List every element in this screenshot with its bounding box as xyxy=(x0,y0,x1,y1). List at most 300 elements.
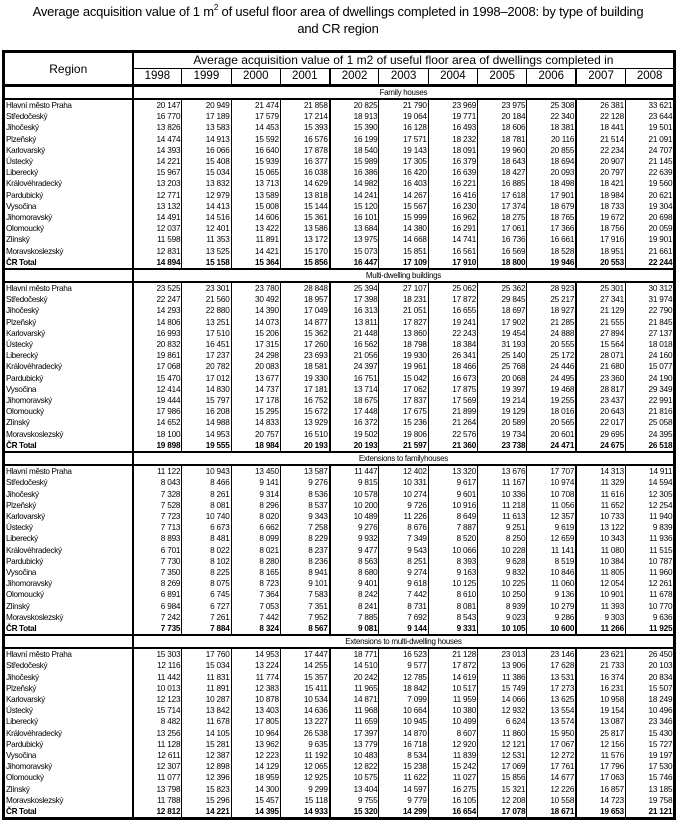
table-row xyxy=(4,660,675,671)
value-cell: 23 346 xyxy=(625,716,674,727)
value-cell: 14 913 xyxy=(182,134,231,145)
value-cell: 8 043 xyxy=(133,477,182,488)
value-cell: 9 276 xyxy=(330,522,379,533)
value-cell: 17 049 xyxy=(280,305,329,316)
section-header-row xyxy=(4,269,675,282)
value-cell: 18 951 xyxy=(576,246,625,257)
value-cell: 15 321 xyxy=(478,784,527,795)
value-cell: 18 694 xyxy=(527,156,576,167)
table-row xyxy=(4,795,675,806)
value-cell: 19 501 xyxy=(625,122,674,133)
value-cell: 16 199 xyxy=(330,134,379,145)
value-cell: 8 466 xyxy=(182,477,231,488)
region-name: Liberecký xyxy=(4,533,133,544)
value-cell: 10 964 xyxy=(231,728,280,739)
value-cell: 17 530 xyxy=(625,761,674,772)
value-cell: 17 707 xyxy=(527,465,576,477)
value-cell: 14 629 xyxy=(280,178,329,189)
value-cell: 8 225 xyxy=(182,567,231,578)
value-cell: 10 499 xyxy=(428,716,477,727)
value-cell: 15 393 xyxy=(280,122,329,133)
value-cell: 11 218 xyxy=(478,500,527,511)
value-cell: 15 170 xyxy=(280,246,329,257)
value-cell: 10 901 xyxy=(576,589,625,600)
region-name: Středočeský xyxy=(4,660,133,671)
value-cell: 16 221 xyxy=(428,178,477,189)
value-cell: 14 293 xyxy=(133,305,182,316)
table-row xyxy=(4,772,675,783)
value-cell: 12 123 xyxy=(133,694,182,705)
region-name: Moravskoslezský xyxy=(4,246,133,257)
value-cell: 19 444 xyxy=(133,395,182,406)
value-cell: 16 752 xyxy=(280,395,329,406)
value-cell: 17 062 xyxy=(379,384,428,395)
value-cell: 10 279 xyxy=(527,601,576,612)
value-cell: 17 189 xyxy=(182,111,231,122)
value-cell: 12 531 xyxy=(478,750,527,761)
value-cell: 11 598 xyxy=(133,234,182,245)
region-name: Pardubický xyxy=(4,190,133,201)
value-cell: 25 768 xyxy=(478,361,527,372)
value-cell: 11 060 xyxy=(527,578,576,589)
value-cell: 9 755 xyxy=(330,795,379,806)
value-cell: 19 930 xyxy=(379,350,428,361)
value-cell: 30 492 xyxy=(231,294,280,305)
value-cell: 12 223 xyxy=(231,750,280,761)
value-cell: 9 136 xyxy=(527,589,576,600)
region-name: Jihočeský xyxy=(4,489,133,500)
value-cell: 15 967 xyxy=(133,167,182,178)
value-cell: 13 625 xyxy=(527,694,576,705)
value-cell: 17 398 xyxy=(330,294,379,305)
value-cell: 13 798 xyxy=(133,784,182,795)
value-cell: 16 403 xyxy=(379,178,428,189)
value-cell: 25 817 xyxy=(576,728,625,739)
value-cell: 18 798 xyxy=(379,339,428,350)
value-cell: 7 583 xyxy=(280,589,329,600)
value-cell: 10 274 xyxy=(379,489,428,500)
value-cell: 12 785 xyxy=(379,672,428,683)
value-cell: 8 237 xyxy=(280,545,329,556)
value-cell: 21 514 xyxy=(576,134,625,145)
value-cell: 14 870 xyxy=(379,728,428,739)
value-cell: 20 147 xyxy=(133,99,182,111)
value-cell: 10 943 xyxy=(182,465,231,477)
title-line-1: Average acquisition value of 1 $m^2$ of useful floor area of dwellings completed in 1998–2008: by type of building xyxy=(32,3,644,19)
year-header: 2007 xyxy=(576,69,625,86)
value-cell: 17 366 xyxy=(527,223,576,234)
value-cell: 15 357 xyxy=(280,672,329,683)
value-cell: 17 181 xyxy=(280,384,329,395)
value-cell: 10 664 xyxy=(379,705,428,716)
value-cell: 16 451 xyxy=(182,339,231,350)
value-cell: 10 250 xyxy=(478,589,527,600)
region-name: Plzeňský xyxy=(4,317,133,328)
value-cell: 21 661 xyxy=(625,246,674,257)
value-cell: 11 080 xyxy=(576,545,625,556)
value-cell: 18 016 xyxy=(527,406,576,417)
table-row xyxy=(4,234,675,245)
region-name: Karlovarský xyxy=(4,694,133,705)
value-cell: 8 534 xyxy=(379,750,428,761)
value-cell: 9 726 xyxy=(379,500,428,511)
table-row xyxy=(4,201,675,212)
value-cell: 24 707 xyxy=(625,145,674,156)
value-cell: 8 607 xyxy=(428,728,477,739)
value-cell: 21 051 xyxy=(379,305,428,316)
value-cell: 15 856 xyxy=(280,257,329,269)
value-cell: 19 502 xyxy=(330,429,379,440)
value-cell: 18 913 xyxy=(330,111,379,122)
value-cell: 16 038 xyxy=(280,167,329,178)
value-cell: 9 274 xyxy=(379,567,428,578)
value-cell: 9 343 xyxy=(280,511,329,522)
value-cell: 17 214 xyxy=(280,111,329,122)
value-cell: 7 887 xyxy=(428,522,477,533)
value-cell: 9 815 xyxy=(330,477,379,488)
value-cell: 23 621 xyxy=(576,648,625,660)
value-cell: 19 468 xyxy=(527,384,576,395)
value-cell: 13 087 xyxy=(576,716,625,727)
value-cell: 9 401 xyxy=(330,578,379,589)
value-cell: 6 624 xyxy=(478,716,527,727)
value-cell: 16 101 xyxy=(330,212,379,223)
value-cell: 8 296 xyxy=(231,500,280,511)
value-cell: 12 979 xyxy=(182,190,231,201)
section-header-row xyxy=(4,452,675,465)
year-header: 2000 xyxy=(231,69,280,86)
value-cell: 22 234 xyxy=(576,145,625,156)
value-cell: 21 790 xyxy=(379,99,428,111)
value-cell: 14 723 xyxy=(576,795,625,806)
section-header-spacer xyxy=(4,635,133,648)
value-cell: 20 184 xyxy=(478,111,527,122)
table-row xyxy=(4,601,675,612)
value-cell: 8 543 xyxy=(428,612,477,623)
year-header: 2003 xyxy=(379,69,428,86)
value-cell: 20 103 xyxy=(625,660,674,671)
year-header: 1999 xyxy=(182,69,231,86)
value-cell: 17 305 xyxy=(379,156,428,167)
value-cell: 11 678 xyxy=(625,589,674,600)
value-cell: 13 589 xyxy=(231,190,280,201)
value-cell: 17 902 xyxy=(478,317,527,328)
value-cell: 11 968 xyxy=(330,705,379,716)
value-cell: 8 649 xyxy=(428,511,477,522)
value-cell: 31 193 xyxy=(478,339,527,350)
value-cell: 8 102 xyxy=(182,556,231,567)
value-cell: 17 237 xyxy=(182,350,231,361)
value-cell: 9 251 xyxy=(478,522,527,533)
table-row xyxy=(4,672,675,683)
table-row xyxy=(4,761,675,772)
value-cell: 28 817 xyxy=(576,384,625,395)
region-name: Karlovarský xyxy=(4,145,133,156)
value-cell: 19 961 xyxy=(379,361,428,372)
value-cell: 17 796 xyxy=(576,761,625,772)
value-cell: 10 733 xyxy=(576,511,625,522)
section-label: Extensions to familyhouses xyxy=(133,452,675,465)
year-header: 2008 xyxy=(625,69,674,86)
value-cell: 8 236 xyxy=(280,556,329,567)
table-row xyxy=(4,705,675,716)
value-cell: 20 059 xyxy=(625,223,674,234)
value-cell: 14 953 xyxy=(182,429,231,440)
value-cell: 16 561 xyxy=(428,246,477,257)
value-cell: 23 969 xyxy=(428,99,477,111)
value-cell: 17 901 xyxy=(527,190,576,201)
value-cell: 23 975 xyxy=(478,99,527,111)
value-cell: 16 379 xyxy=(428,156,477,167)
value-column-group-header: Average acquisition value of 1 m2 of useful floor area of dwellings completed in xyxy=(133,52,675,69)
value-cell: 7 735 xyxy=(133,623,182,635)
value-cell: 18 959 xyxy=(231,772,280,783)
value-cell: 18 675 xyxy=(330,395,379,406)
value-cell: 12 065 xyxy=(280,761,329,772)
value-cell: 15 457 xyxy=(231,795,280,806)
value-cell: 13 574 xyxy=(527,716,576,727)
value-cell: 8 537 xyxy=(280,500,329,511)
table-row xyxy=(4,648,675,660)
value-cell: 15 564 xyxy=(576,339,625,350)
value-cell: 12 396 xyxy=(182,772,231,783)
value-cell: 15 408 xyxy=(182,156,231,167)
value-cell: 18 100 xyxy=(133,429,182,440)
value-cell: 7 261 xyxy=(182,612,231,623)
section-header-row xyxy=(4,86,675,100)
value-cell: 21 899 xyxy=(428,406,477,417)
region-name: Vysočina xyxy=(4,384,133,395)
value-cell: 20 555 xyxy=(527,339,576,350)
value-cell: 26 518 xyxy=(625,440,674,452)
value-cell: 18 765 xyxy=(527,212,576,223)
table-row xyxy=(4,739,675,750)
value-cell: 8 676 xyxy=(379,522,428,533)
value-cell: 19 806 xyxy=(379,429,428,440)
region-name: Olomoucký xyxy=(4,772,133,783)
region-name: Středočeský xyxy=(4,477,133,488)
value-cell: 21 845 xyxy=(625,317,674,328)
value-cell: 13 586 xyxy=(280,223,329,234)
value-cell: 10 013 xyxy=(133,683,182,694)
region-name: Jihomoravský xyxy=(4,761,133,772)
value-cell: 22 247 xyxy=(133,294,182,305)
value-cell: 12 611 xyxy=(133,750,182,761)
value-cell: 13 251 xyxy=(182,317,231,328)
region-name: ČR Total xyxy=(4,440,133,452)
value-cell: 18 091 xyxy=(428,145,477,156)
value-cell: 8 261 xyxy=(182,489,231,500)
value-cell: 20 825 xyxy=(330,99,379,111)
value-cell: 9 839 xyxy=(625,522,674,533)
value-cell: 18 540 xyxy=(330,145,379,156)
value-cell: 7 885 xyxy=(330,612,379,623)
value-cell: 14 741 xyxy=(428,234,477,245)
value-cell: 7 692 xyxy=(379,612,428,623)
value-cell: 16 377 xyxy=(280,156,329,167)
value-cell: 16 673 xyxy=(428,373,477,384)
value-cell: 13 962 xyxy=(231,739,280,750)
table-row xyxy=(4,246,675,257)
value-cell: 10 517 xyxy=(428,683,477,694)
region-name: Vysočina xyxy=(4,567,133,578)
value-cell: 17 878 xyxy=(280,145,329,156)
value-cell: 15 823 xyxy=(182,784,231,795)
value-cell: 15 362 xyxy=(280,328,329,339)
value-cell: 8 022 xyxy=(182,545,231,556)
region-name: Hlavní město Praha xyxy=(4,648,133,660)
value-cell: 24 190 xyxy=(625,373,674,384)
value-cell: 12 307 xyxy=(133,761,182,772)
value-cell: 18 984 xyxy=(231,440,280,452)
value-cell: 18 733 xyxy=(576,201,625,212)
region-name: Jihočeský xyxy=(4,305,133,316)
table-row xyxy=(4,784,675,795)
value-cell: 17 760 xyxy=(182,648,231,660)
value-cell: 12 402 xyxy=(379,465,428,477)
value-cell: 16 751 xyxy=(330,373,379,384)
region-name: Jihomoravský xyxy=(4,212,133,223)
value-cell: 11 965 xyxy=(330,683,379,694)
value-cell: 15 295 xyxy=(231,406,280,417)
value-cell: 8 393 xyxy=(428,556,477,567)
value-cell: 9 618 xyxy=(379,578,428,589)
value-cell: 20 093 xyxy=(527,167,576,178)
value-cell: 17 875 xyxy=(428,384,477,395)
value-cell: 20 621 xyxy=(625,190,674,201)
value-cell: 17 872 xyxy=(428,660,477,671)
value-cell: 13 684 xyxy=(330,223,379,234)
value-cell: 8 241 xyxy=(330,601,379,612)
value-cell: 14 453 xyxy=(231,122,280,133)
value-cell: 16 275 xyxy=(428,784,477,795)
value-cell: 12 305 xyxy=(625,489,674,500)
value-cell: 13 906 xyxy=(478,660,527,671)
value-cell: 27 341 xyxy=(576,294,625,305)
value-cell: 16 231 xyxy=(576,683,625,694)
value-cell: 12 054 xyxy=(576,578,625,589)
value-cell: 20 589 xyxy=(478,417,527,428)
value-cell: 13 422 xyxy=(231,223,280,234)
value-cell: 11 891 xyxy=(182,683,231,694)
value-cell: 10 200 xyxy=(330,500,379,511)
region-name: Jihomoravský xyxy=(4,395,133,406)
value-cell: 19 304 xyxy=(625,201,674,212)
value-cell: 20 601 xyxy=(527,429,576,440)
region-name: Středočeský xyxy=(4,294,133,305)
value-cell: 16 640 xyxy=(231,145,280,156)
region-name: Zlínský xyxy=(4,601,133,612)
value-cell: 15 065 xyxy=(231,167,280,178)
value-cell: 8 939 xyxy=(478,601,527,612)
value-cell: 13 132 xyxy=(133,201,182,212)
value-cell: 8 610 xyxy=(428,589,477,600)
value-cell: 21 264 xyxy=(428,417,477,428)
value-cell: 20 698 xyxy=(625,212,674,223)
table-row xyxy=(4,522,675,533)
value-cell: 23 693 xyxy=(280,350,329,361)
value-cell: 6 662 xyxy=(231,522,280,533)
value-cell: 14 516 xyxy=(182,212,231,223)
value-cell: 15 120 xyxy=(330,201,379,212)
table-row xyxy=(4,750,675,761)
region-name: Zlínský xyxy=(4,417,133,428)
region-name: Olomoucký xyxy=(4,406,133,417)
region-name: Moravskoslezský xyxy=(4,429,133,440)
value-cell: 17 986 xyxy=(133,406,182,417)
value-cell: 16 128 xyxy=(379,122,428,133)
value-cell: 18 427 xyxy=(478,167,527,178)
value-cell: 16 493 xyxy=(428,122,477,133)
region-name: Hlavní město Praha xyxy=(4,99,133,111)
value-cell: 11 839 xyxy=(428,750,477,761)
value-cell: 21 360 xyxy=(428,440,477,452)
value-cell: 20 553 xyxy=(576,257,625,269)
value-cell: 10 878 xyxy=(231,694,280,705)
region-name: Ústecký xyxy=(4,522,133,533)
value-cell: 14 105 xyxy=(182,728,231,739)
section-header-spacer xyxy=(4,452,133,465)
value-cell: 20 907 xyxy=(576,156,625,167)
value-cell: 7 328 xyxy=(133,489,182,500)
value-cell: 9 023 xyxy=(478,612,527,623)
value-cell: 14 677 xyxy=(527,772,576,783)
value-cell: 12 383 xyxy=(231,683,280,694)
value-cell: 22 790 xyxy=(625,305,674,316)
value-cell: 12 272 xyxy=(527,750,576,761)
value-cell: 17 178 xyxy=(231,395,280,406)
value-cell: 14 933 xyxy=(280,806,329,819)
region-name: Zlínský xyxy=(4,234,133,245)
value-cell: 16 447 xyxy=(330,257,379,269)
region-name: Jihočeský xyxy=(4,672,133,683)
value-cell: 22 639 xyxy=(625,167,674,178)
value-cell: 8 563 xyxy=(330,556,379,567)
value-cell: 17 872 xyxy=(428,294,477,305)
region-name: ČR Total xyxy=(4,257,133,269)
table-row xyxy=(4,477,675,488)
value-cell: 26 538 xyxy=(280,728,329,739)
value-cell: 23 013 xyxy=(478,648,527,660)
value-cell: 15 999 xyxy=(379,212,428,223)
value-cell: 9 636 xyxy=(625,612,674,623)
value-cell: 8 481 xyxy=(182,533,231,544)
value-cell: 15 158 xyxy=(182,257,231,269)
value-cell: 27 107 xyxy=(379,282,428,294)
value-cell: 16 372 xyxy=(330,417,379,428)
value-cell: 9 477 xyxy=(330,545,379,556)
value-cell: 12 037 xyxy=(133,223,182,234)
value-cell: 19 143 xyxy=(379,145,428,156)
value-cell: 33 621 xyxy=(625,99,674,111)
value-cell: 9 144 xyxy=(379,623,428,635)
value-cell: 15 042 xyxy=(379,373,428,384)
value-cell: 13 531 xyxy=(527,672,576,683)
region-name: Ústecký xyxy=(4,156,133,167)
value-cell: 11 192 xyxy=(280,750,329,761)
value-cell: 14 313 xyxy=(576,465,625,477)
value-cell: 26 450 xyxy=(625,648,674,660)
value-cell: 15 281 xyxy=(182,739,231,750)
section-header-spacer xyxy=(4,269,133,282)
value-cell: 27 137 xyxy=(625,328,674,339)
table-row xyxy=(4,612,675,623)
value-cell: 24 298 xyxy=(231,350,280,361)
value-cell: 13 587 xyxy=(280,465,329,477)
value-cell: 14 597 xyxy=(379,784,428,795)
value-cell: 11 678 xyxy=(182,716,231,727)
value-cell: 15 008 xyxy=(231,201,280,212)
